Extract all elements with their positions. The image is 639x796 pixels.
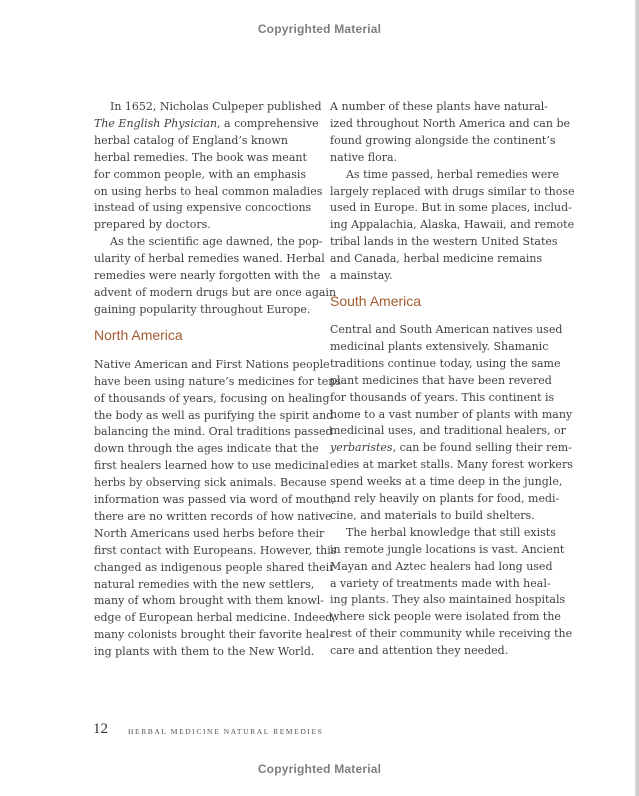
text-line: ing Appalachia, Alaska, Hawaii, and remote (330, 218, 575, 232)
text-line: information was passed via word of mouth, (94, 493, 335, 507)
text-line: in remote jungle locations is vast. Ancient (330, 542, 565, 556)
text-line: herbs by observing sick animals. Because (94, 476, 327, 490)
paragraph-herbal-knowledge (330, 525, 573, 660)
text-line: a mainstay. (330, 269, 393, 283)
text-line: prepared by doctors. (94, 218, 211, 232)
text-line: for common people, with an emphasis (94, 167, 307, 181)
text-line: traditions continue today, using the same (330, 356, 561, 370)
text-line: balancing the mind. Oral traditions passed (94, 425, 333, 439)
text-line: changed as indigenous people shared their (94, 560, 335, 574)
text-line: first contact with Europeans. However, this (94, 543, 337, 557)
text-line: edge of European herbal medicine. Indeed, (94, 611, 336, 625)
text-line: first healers learned how to use medicinal (94, 459, 329, 473)
text-line: care and attention they needed. (330, 644, 509, 658)
text-line: for thousands of years. This continent is (330, 390, 555, 404)
right-column (330, 99, 575, 660)
page-edge-shadow (635, 0, 639, 796)
paragraph-culpeper (94, 99, 323, 234)
text-line: spend weeks at a time deep in the jungle, (330, 475, 563, 489)
text-line: ing plants with them to the New World. (94, 645, 315, 659)
text-line: on using herbs to heal common maladies (94, 184, 323, 198)
left-column (94, 99, 341, 661)
text-line: down through the ages indicate that the (94, 442, 319, 456)
text-line: North Americans used herbs before their (94, 526, 325, 540)
text-line: and rely heavily on plants for food, medi- (330, 492, 560, 506)
text-line: yerbaristes, can be found selling their rem- (330, 441, 572, 455)
paragraph-naturalized (330, 99, 570, 167)
text-line: cine, and materials to build shelters. (330, 508, 535, 522)
copyright-banner-top: Copyrighted Material (257, 22, 382, 36)
text-line: and Canada, herbal medicine remains (330, 252, 543, 266)
text-line: medicinal uses, and traditional healers, or (330, 424, 566, 438)
text-line: gaining popularity throughout Europe. (94, 302, 311, 316)
text-line: As time passed, herbal remedies were (346, 167, 559, 181)
page-number: 12 (93, 721, 108, 737)
text-line: have been using nature’s medicines for tens (94, 374, 341, 388)
copyright-banner-bottom: Copyrighted Material (257, 762, 382, 776)
text-line: found growing alongside the continent’s (330, 133, 556, 147)
running-footer-title: HERBAL MEDICINE NATURAL REMEDIES (128, 727, 324, 736)
book-title-italic: The English Physician (94, 116, 218, 130)
text-line: edies at market stalls. Many forest workers (330, 458, 573, 472)
text-line: of thousands of years, focusing on healing (94, 391, 330, 405)
text-line: ularity of herbal remedies waned. Herbal (94, 252, 325, 266)
text-line: the body as well as purifying the spirit and (94, 408, 334, 422)
text-line: many of whom brought with them knowl- (94, 594, 324, 608)
text-line: remedies were nearly forgotten with the (94, 269, 321, 283)
text-line: herbal remedies. The book was meant (94, 150, 307, 164)
paragraph-scientific-age (94, 234, 337, 319)
text-line: advent of modern drugs but are once again (94, 285, 337, 299)
text-line: plant medicines that have been revered (330, 373, 552, 387)
text-line: many colonists brought their favorite heal- (94, 628, 333, 642)
text-line: Mayan and Aztec healers had long used (330, 559, 553, 573)
text-line: rest of their community while receiving the (330, 627, 573, 641)
text-line: tribal lands in the western United States (330, 235, 558, 249)
text-line: Central and South American natives used (330, 322, 563, 336)
text-line: natural remedies with the new settlers, (94, 577, 315, 591)
section-heading-north-america: North America (94, 326, 183, 343)
text-line: medicinal plants extensively. Shamanic (330, 339, 549, 353)
paragraph-time-passed (330, 167, 575, 285)
text-line: a variety of treatments made with heal- (330, 576, 551, 590)
section-heading-south-america: South America (330, 292, 422, 309)
paragraph-north-america (94, 357, 341, 661)
text-line: As the scientific age dawned, the pop- (110, 235, 323, 249)
text-line: A number of these plants have natural- (330, 100, 549, 113)
text-line: instead of using expensive concoctions (94, 201, 312, 215)
text-line: herbal catalog of England’s known (94, 133, 288, 147)
paragraph-south-america (330, 322, 573, 525)
text-line: used in Europe. But in some places, includ- (330, 201, 572, 215)
term-italic: yerbaristes (330, 441, 393, 455)
text-line: The English Physician, a comprehensive (94, 116, 319, 130)
text-line: home to a vast number of plants with many (330, 407, 573, 421)
text-line: Native American and First Nations people (94, 357, 330, 371)
text-line: ized throughout North America and can be (330, 116, 570, 130)
text-line: largely replaced with drugs similar to those (330, 184, 575, 198)
text-line: where sick people were isolated from the (330, 610, 561, 624)
text-line: In 1652, Nicholas Culpeper published (110, 100, 322, 113)
text-line: native flora. (330, 150, 398, 164)
text-line: ing plants. They also maintained hospitals (330, 593, 566, 607)
text-line: The herbal knowledge that still exists (346, 525, 556, 539)
text-line: there are no written records of how native (94, 509, 332, 523)
